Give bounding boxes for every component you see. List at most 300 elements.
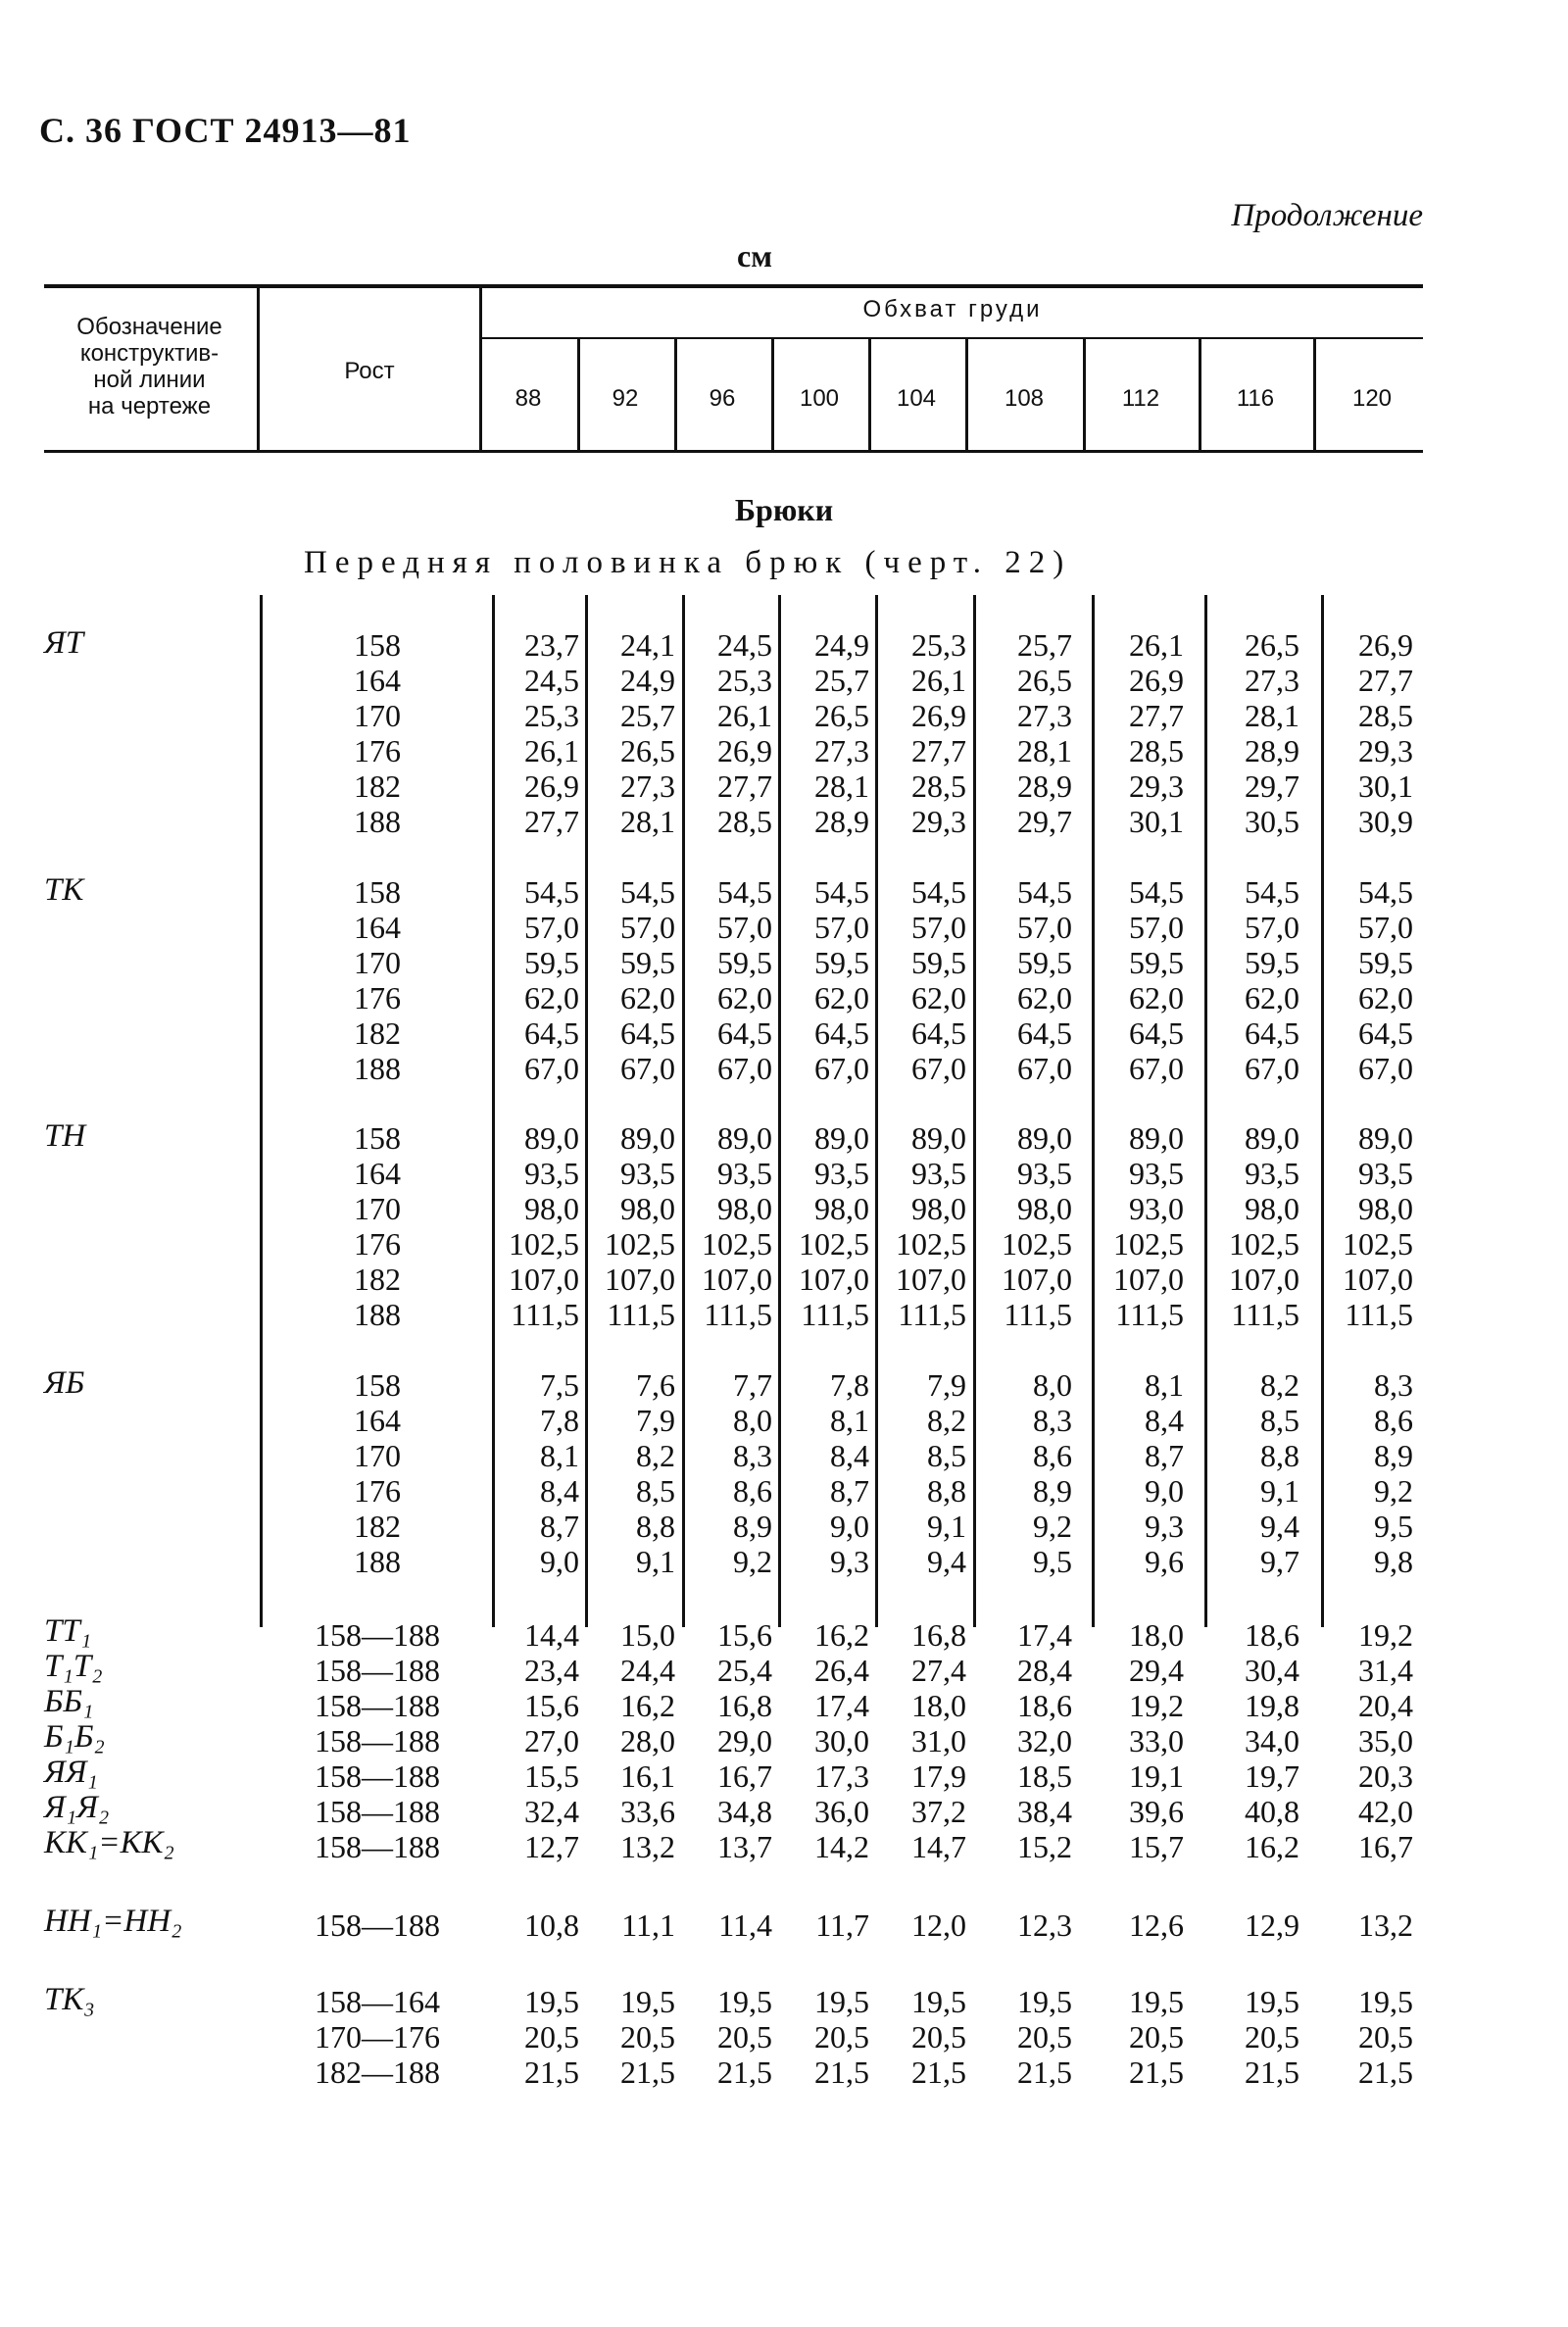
value-cell: 64,5 [524, 1015, 579, 1051]
header-chest-88: 88 [514, 385, 542, 412]
value-cell: 29,3 [1129, 768, 1184, 804]
value-cell: 11,7 [815, 1907, 869, 1943]
value-cell: 59,5 [1017, 945, 1072, 980]
value-cell: 24,9 [620, 663, 675, 698]
value-cell: 17,4 [1017, 1617, 1072, 1653]
line-label: Я₁Я₂ [44, 1790, 110, 1825]
value-cell: 20,5 [1358, 2019, 1413, 2055]
value-cell: 102,5 [896, 1226, 966, 1262]
value-cell: 8,1 [1145, 1367, 1184, 1403]
value-cell: 8,4 [1145, 1403, 1184, 1438]
value-cell: 21,5 [524, 2055, 579, 2090]
value-cell: 7,7 [733, 1367, 772, 1403]
value-cell: 16,1 [620, 1758, 675, 1794]
value-cell: 20,5 [1129, 2019, 1184, 2055]
value-cell: 93,5 [1245, 1156, 1299, 1191]
value-cell: 21,5 [1129, 2055, 1184, 2090]
value-cell: 98,0 [524, 1191, 579, 1226]
height-cell: 158—188 [315, 1907, 440, 1943]
value-cell: 42,0 [1358, 1794, 1413, 1829]
value-cell: 9,6 [1145, 1544, 1184, 1579]
value-cell: 59,5 [814, 945, 869, 980]
value-cell: 19,1 [1129, 1758, 1184, 1794]
height-cell: 158—188 [315, 1617, 440, 1653]
value-cell: 26,9 [1129, 663, 1184, 698]
value-cell: 26,1 [1129, 627, 1184, 663]
value-cell: 15,6 [524, 1688, 579, 1723]
value-cell: 28,5 [1358, 698, 1413, 733]
value-cell: 8,8 [927, 1473, 966, 1509]
value-cell: 19,7 [1245, 1758, 1299, 1794]
value-cell: 11,4 [718, 1907, 772, 1943]
value-cell: 62,0 [1358, 980, 1413, 1015]
header-divider [868, 339, 871, 450]
value-cell: 89,0 [620, 1120, 675, 1156]
value-cell: 93,5 [1358, 1156, 1413, 1191]
value-cell: 102,5 [605, 1226, 675, 1262]
value-cell: 12,3 [1017, 1907, 1072, 1943]
value-cell: 14,7 [911, 1829, 966, 1864]
line-label: Б₁Б₂ [44, 1719, 105, 1755]
value-cell: 27,7 [1358, 663, 1413, 698]
value-cell: 20,5 [1017, 2019, 1072, 2055]
value-cell: 30,4 [1245, 1653, 1299, 1688]
value-cell: 57,0 [717, 910, 772, 945]
value-cell: 9,2 [733, 1544, 772, 1579]
value-cell: 24,4 [620, 1653, 675, 1688]
value-cell: 25,3 [524, 698, 579, 733]
value-cell: 26,5 [1245, 627, 1299, 663]
height-cell: 164 [354, 910, 401, 945]
value-cell: 39,6 [1129, 1794, 1184, 1829]
line-label: ТТ₁ [44, 1613, 92, 1649]
value-cell: 23,4 [524, 1653, 579, 1688]
line-label: ТН [44, 1118, 86, 1154]
value-cell: 15,5 [524, 1758, 579, 1794]
value-cell: 20,5 [911, 2019, 966, 2055]
value-cell: 8,6 [733, 1473, 772, 1509]
value-cell: 18,6 [1245, 1617, 1299, 1653]
height-cell: 158 [354, 627, 401, 663]
value-cell: 28,5 [911, 768, 966, 804]
value-cell: 26,9 [717, 733, 772, 768]
value-cell: 18,6 [1017, 1688, 1072, 1723]
value-cell: 59,5 [911, 945, 966, 980]
value-cell: 8,3 [1033, 1403, 1072, 1438]
value-cell: 19,5 [911, 1984, 966, 2019]
value-cell: 54,5 [1358, 874, 1413, 910]
value-cell: 30,1 [1358, 768, 1413, 804]
value-cell: 107,0 [702, 1262, 772, 1297]
value-cell: 26,1 [911, 663, 966, 698]
value-cell: 59,5 [1129, 945, 1184, 980]
value-cell: 67,0 [911, 1051, 966, 1086]
value-cell: 28,9 [1245, 733, 1299, 768]
value-cell: 57,0 [620, 910, 675, 945]
value-cell: 9,2 [1033, 1509, 1072, 1544]
value-cell: 26,5 [814, 698, 869, 733]
value-cell: 89,0 [814, 1120, 869, 1156]
value-cell: 62,0 [1129, 980, 1184, 1015]
value-cell: 17,4 [814, 1688, 869, 1723]
height-cell: 158 [354, 1120, 401, 1156]
value-cell: 8,7 [540, 1509, 579, 1544]
value-cell: 14,2 [814, 1829, 869, 1864]
height-cell: 170 [354, 698, 401, 733]
value-cell: 102,5 [1229, 1226, 1299, 1262]
value-cell: 27,3 [1245, 663, 1299, 698]
value-cell: 98,0 [717, 1191, 772, 1226]
header-chest-104: 104 [896, 385, 937, 412]
value-cell: 27,3 [620, 768, 675, 804]
value-cell: 64,5 [814, 1015, 869, 1051]
header-chest-120: 120 [1351, 385, 1393, 412]
value-cell: 102,5 [509, 1226, 579, 1262]
value-cell: 19,5 [814, 1984, 869, 2019]
value-cell: 102,5 [1002, 1226, 1072, 1262]
value-cell: 64,5 [1245, 1015, 1299, 1051]
value-cell: 93,5 [1017, 1156, 1072, 1191]
value-cell: 54,5 [620, 874, 675, 910]
value-cell: 7,8 [540, 1403, 579, 1438]
value-cell: 32,0 [1017, 1723, 1072, 1758]
value-cell: 26,1 [524, 733, 579, 768]
value-cell: 28,1 [1017, 733, 1072, 768]
value-cell: 8,3 [733, 1438, 772, 1473]
value-cell: 98,0 [911, 1191, 966, 1226]
value-cell: 98,0 [814, 1191, 869, 1226]
value-cell: 35,0 [1358, 1723, 1413, 1758]
value-cell: 32,4 [524, 1794, 579, 1829]
value-cell: 20,5 [717, 2019, 772, 2055]
value-cell: 34,8 [717, 1794, 772, 1829]
value-cell: 12,6 [1129, 1907, 1184, 1943]
value-cell: 17,9 [911, 1758, 966, 1794]
value-cell: 62,0 [524, 980, 579, 1015]
height-cell: 176 [354, 1226, 401, 1262]
value-cell: 10,8 [524, 1907, 579, 1943]
value-cell: 54,5 [1129, 874, 1184, 910]
value-cell: 16,8 [717, 1688, 772, 1723]
height-cell: 188 [354, 1544, 401, 1579]
value-cell: 16,2 [814, 1617, 869, 1653]
value-cell: 102,5 [799, 1226, 869, 1262]
value-cell: 8,8 [1260, 1438, 1299, 1473]
line-label: ТК₃ [44, 1982, 95, 2017]
value-cell: 9,1 [927, 1509, 966, 1544]
value-cell: 25,3 [717, 663, 772, 698]
value-cell: 21,5 [620, 2055, 675, 2090]
value-cell: 62,0 [717, 980, 772, 1015]
value-cell: 111,5 [1231, 1297, 1299, 1332]
value-cell: 9,8 [1374, 1544, 1413, 1579]
value-cell: 9,3 [1145, 1509, 1184, 1544]
value-cell: 9,0 [1145, 1473, 1184, 1509]
value-cell: 67,0 [1017, 1051, 1072, 1086]
value-cell: 25,7 [814, 663, 869, 698]
value-cell: 107,0 [1343, 1262, 1413, 1297]
value-cell: 9,0 [540, 1544, 579, 1579]
value-cell: 15,6 [717, 1617, 772, 1653]
value-cell: 89,0 [1245, 1120, 1299, 1156]
value-cell: 67,0 [1129, 1051, 1184, 1086]
value-cell: 9,0 [830, 1509, 869, 1544]
value-cell: 111,5 [704, 1297, 772, 1332]
value-cell: 8,4 [540, 1473, 579, 1509]
value-cell: 23,7 [524, 627, 579, 663]
value-cell: 111,5 [898, 1297, 966, 1332]
value-cell: 18,0 [1129, 1617, 1184, 1653]
line-label: ТК [44, 872, 84, 908]
value-cell: 93,5 [717, 1156, 772, 1191]
value-cell: 8,1 [540, 1438, 579, 1473]
header-top-rule [44, 284, 1423, 288]
value-cell: 27,7 [717, 768, 772, 804]
value-cell: 21,5 [1245, 2055, 1299, 2090]
value-cell: 59,5 [524, 945, 579, 980]
height-cell: 158—188 [315, 1723, 440, 1758]
height-cell: 158—164 [315, 1984, 440, 2019]
height-cell: 158—188 [315, 1653, 440, 1688]
value-cell: 40,8 [1245, 1794, 1299, 1829]
value-cell: 8,7 [1145, 1438, 1184, 1473]
value-cell: 67,0 [524, 1051, 579, 1086]
value-cell: 15,7 [1129, 1829, 1184, 1864]
value-cell: 8,3 [1374, 1367, 1413, 1403]
value-cell: 26,9 [911, 698, 966, 733]
value-cell: 27,7 [1129, 698, 1184, 733]
value-cell: 26,4 [814, 1653, 869, 1688]
value-cell: 9,1 [1260, 1473, 1299, 1509]
value-cell: 13,7 [717, 1829, 772, 1864]
value-cell: 107,0 [799, 1262, 869, 1297]
value-cell: 21,5 [1358, 2055, 1413, 2090]
value-cell: 54,5 [524, 874, 579, 910]
value-cell: 54,5 [814, 874, 869, 910]
value-cell: 8,6 [1033, 1438, 1072, 1473]
value-cell: 28,1 [620, 804, 675, 839]
value-cell: 28,4 [1017, 1653, 1072, 1688]
header-divider [1083, 339, 1086, 450]
value-cell: 26,5 [1017, 663, 1072, 698]
value-cell: 8,0 [733, 1403, 772, 1438]
value-cell: 12,7 [524, 1829, 579, 1864]
value-cell: 7,5 [540, 1367, 579, 1403]
height-cell: 188 [354, 1297, 401, 1332]
value-cell: 16,7 [717, 1758, 772, 1794]
value-cell: 98,0 [1358, 1191, 1413, 1226]
height-cell: 188 [354, 1051, 401, 1086]
height-cell: 164 [354, 1156, 401, 1191]
value-cell: 57,0 [524, 910, 579, 945]
value-cell: 62,0 [814, 980, 869, 1015]
value-cell: 102,5 [1343, 1226, 1413, 1262]
value-cell: 57,0 [814, 910, 869, 945]
value-cell: 24,1 [620, 627, 675, 663]
value-cell: 9,7 [1260, 1544, 1299, 1579]
value-cell: 7,8 [830, 1367, 869, 1403]
subsection-title: Передняя половинка брюк (черт. 22) [304, 545, 1072, 580]
line-label: Т₁Т₂ [44, 1649, 103, 1684]
line-label: КК₁=КК₂ [44, 1825, 174, 1860]
value-cell: 8,2 [927, 1403, 966, 1438]
value-cell: 93,5 [524, 1156, 579, 1191]
value-cell: 67,0 [1245, 1051, 1299, 1086]
value-cell: 28,9 [814, 804, 869, 839]
value-cell: 64,5 [1129, 1015, 1184, 1051]
value-cell: 9,4 [927, 1544, 966, 1579]
value-cell: 9,3 [830, 1544, 869, 1579]
value-cell: 59,5 [717, 945, 772, 980]
value-cell: 17,3 [814, 1758, 869, 1794]
value-cell: 16,8 [911, 1617, 966, 1653]
line-label: НН₁=НН₂ [44, 1904, 182, 1939]
header-group-rule [480, 337, 1423, 339]
value-cell: 54,5 [1017, 874, 1072, 910]
value-cell: 93,0 [1129, 1191, 1184, 1226]
value-cell: 111,5 [607, 1297, 675, 1332]
height-cell: 182 [354, 768, 401, 804]
value-cell: 54,5 [1245, 874, 1299, 910]
value-cell: 7,9 [636, 1403, 675, 1438]
value-cell: 107,0 [1229, 1262, 1299, 1297]
column-rule [260, 595, 263, 1627]
value-cell: 98,0 [620, 1191, 675, 1226]
value-cell: 89,0 [1358, 1120, 1413, 1156]
value-cell: 64,5 [1358, 1015, 1413, 1051]
value-cell: 19,5 [524, 1984, 579, 2019]
value-cell: 37,2 [911, 1794, 966, 1829]
value-cell: 25,4 [717, 1653, 772, 1688]
continuation-label: Продолжение [1231, 198, 1423, 233]
value-cell: 28,9 [1017, 768, 1072, 804]
value-cell: 89,0 [1129, 1120, 1184, 1156]
value-cell: 30,1 [1129, 804, 1184, 839]
value-cell: 30,0 [814, 1723, 869, 1758]
value-cell: 30,5 [1245, 804, 1299, 839]
height-cell: 170—176 [315, 2019, 440, 2055]
header-chest-108: 108 [1004, 385, 1045, 412]
value-cell: 20,5 [524, 2019, 579, 2055]
value-cell: 8,7 [830, 1473, 869, 1509]
value-cell: 19,5 [1245, 1984, 1299, 2019]
value-cell: 67,0 [717, 1051, 772, 1086]
line-label: ЯТ [44, 625, 84, 661]
value-cell: 13,2 [620, 1829, 675, 1864]
value-cell: 111,5 [511, 1297, 579, 1332]
value-cell: 16,7 [1358, 1829, 1413, 1864]
section-title: Брюки [734, 492, 834, 527]
value-cell: 16,2 [1245, 1829, 1299, 1864]
value-cell: 25,3 [911, 627, 966, 663]
header-divider [577, 339, 580, 450]
value-cell: 8,5 [1260, 1403, 1299, 1438]
value-cell: 62,0 [620, 980, 675, 1015]
value-cell: 34,0 [1245, 1723, 1299, 1758]
height-cell: 158—188 [315, 1758, 440, 1794]
value-cell: 21,5 [1017, 2055, 1072, 2090]
value-cell: 28,1 [814, 768, 869, 804]
value-cell: 27,3 [814, 733, 869, 768]
value-cell: 29,3 [911, 804, 966, 839]
value-cell: 64,5 [1017, 1015, 1072, 1051]
value-cell: 27,7 [524, 804, 579, 839]
value-cell: 102,5 [1113, 1226, 1184, 1262]
value-cell: 67,0 [620, 1051, 675, 1086]
header-chest-96: 96 [709, 385, 736, 412]
value-cell: 18,0 [911, 1688, 966, 1723]
page-header: С. 36 ГОСТ 24913—81 [39, 111, 412, 150]
value-cell: 8,4 [830, 1438, 869, 1473]
value-cell: 27,4 [911, 1653, 966, 1688]
value-cell: 36,0 [814, 1794, 869, 1829]
value-cell: 26,5 [620, 733, 675, 768]
value-cell: 8,0 [1033, 1367, 1072, 1403]
value-cell: 93,5 [620, 1156, 675, 1191]
value-cell: 54,5 [911, 874, 966, 910]
value-cell: 9,5 [1374, 1509, 1413, 1544]
value-cell: 89,0 [524, 1120, 579, 1156]
value-cell: 67,0 [814, 1051, 869, 1086]
value-cell: 102,5 [702, 1226, 772, 1262]
height-cell: 176 [354, 980, 401, 1015]
value-cell: 20,3 [1358, 1758, 1413, 1794]
value-cell: 19,5 [717, 1984, 772, 2019]
value-cell: 15,2 [1017, 1829, 1072, 1864]
value-cell: 89,0 [1017, 1120, 1072, 1156]
value-cell: 24,9 [814, 627, 869, 663]
value-cell: 13,2 [1358, 1907, 1413, 1943]
header-divider [965, 339, 968, 450]
value-cell: 64,5 [911, 1015, 966, 1051]
value-cell: 9,1 [636, 1544, 675, 1579]
value-cell: 19,2 [1358, 1617, 1413, 1653]
value-cell: 8,1 [830, 1403, 869, 1438]
value-cell: 19,5 [1017, 1984, 1072, 2019]
value-cell: 11,1 [621, 1907, 675, 1943]
value-cell: 20,5 [1245, 2019, 1299, 2055]
header-divider [1313, 339, 1316, 450]
value-cell: 8,6 [1374, 1403, 1413, 1438]
value-cell: 27,0 [524, 1723, 579, 1758]
value-cell: 59,5 [620, 945, 675, 980]
value-cell: 7,6 [636, 1367, 675, 1403]
value-cell: 19,5 [1358, 1984, 1413, 2019]
height-cell: 182—188 [315, 2055, 440, 2090]
value-cell: 107,0 [1113, 1262, 1184, 1297]
header-chest-112: 112 [1121, 385, 1160, 412]
line-label: ББ₁ [44, 1684, 94, 1719]
value-cell: 26,9 [524, 768, 579, 804]
value-cell: 57,0 [1017, 910, 1072, 945]
value-cell: 89,0 [717, 1120, 772, 1156]
value-cell: 9,4 [1260, 1509, 1299, 1544]
header-chest-100: 100 [799, 385, 840, 412]
value-cell: 31,4 [1358, 1653, 1413, 1688]
value-cell: 26,1 [717, 698, 772, 733]
height-cell: 176 [354, 733, 401, 768]
value-cell: 12,9 [1245, 1907, 1299, 1943]
value-cell: 20,5 [814, 2019, 869, 2055]
value-cell: 26,9 [1358, 627, 1413, 663]
value-cell: 30,9 [1358, 804, 1413, 839]
value-cell: 67,0 [1358, 1051, 1413, 1086]
value-cell: 21,5 [814, 2055, 869, 2090]
value-cell: 28,5 [1129, 733, 1184, 768]
value-cell: 20,5 [620, 2019, 675, 2055]
value-cell: 62,0 [911, 980, 966, 1015]
height-cell: 170 [354, 1438, 401, 1473]
